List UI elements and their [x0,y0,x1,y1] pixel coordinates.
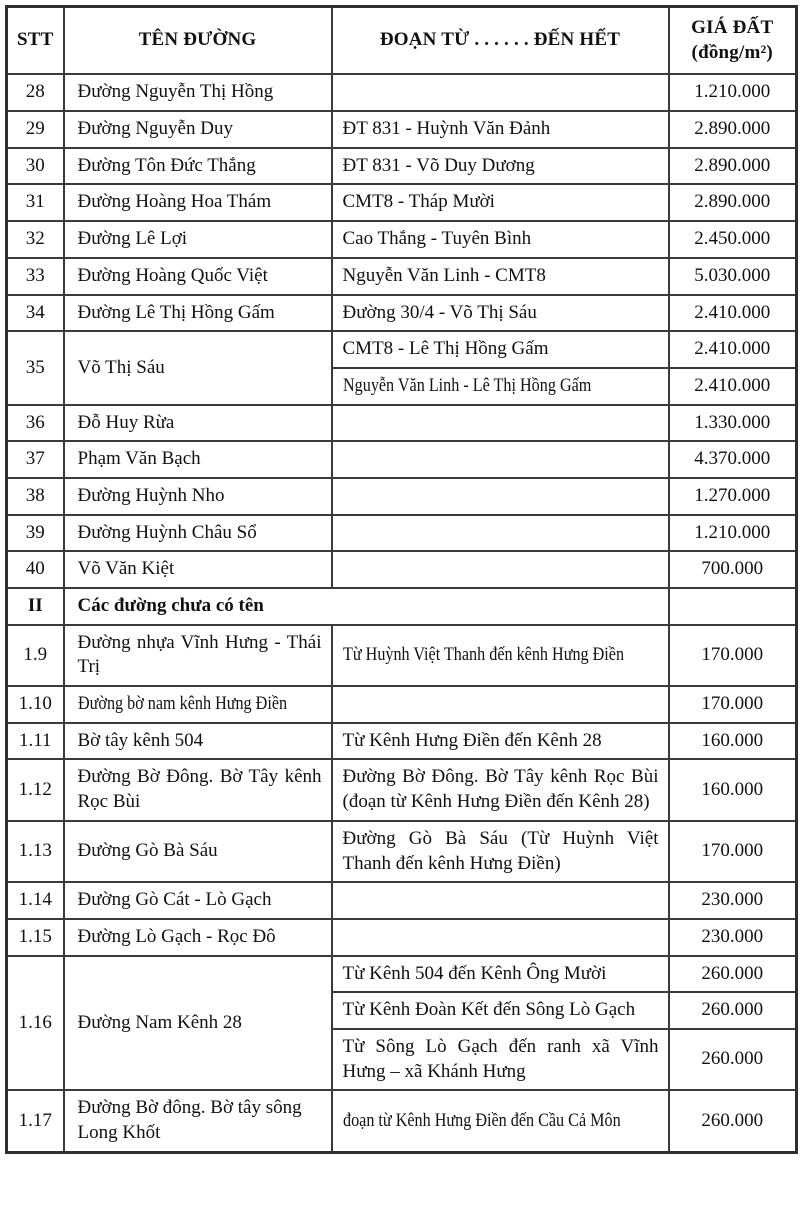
table-row [7,184,797,221]
street-name-cell: Võ Văn Kiệt [64,551,332,588]
street-name-cell: Phạm Văn Bạch [64,441,332,478]
stt-cell: 36 [7,405,64,442]
price-cell: 2.410.000 [669,331,797,368]
table-body [7,74,797,1152]
segment-cell [332,625,669,686]
table-row [7,478,797,515]
segment-cell: Đường Gò Bà Sáu (Từ Huỳnh Việt Thanh đến kênh Hưng Điền) [332,821,669,882]
price-cell: 2.890.000 [669,111,797,148]
table-header [7,7,797,75]
segment-cell: CMT8 - Tháp Mười [332,184,669,221]
table-row [7,148,797,185]
price-cell: 230.000 [669,919,797,956]
price-cell: 160.000 [669,759,797,820]
street-name-cell: Võ Thị Sáu [64,331,332,404]
stt-cell: 38 [7,478,64,515]
segment-cell [332,919,669,956]
segment-text: đoạn từ Kênh Hưng Điền đến Cầu Cả Môn [342,1109,621,1131]
table-row [7,331,797,368]
price-cell: 2.890.000 [669,148,797,185]
stt-cell: 37 [7,441,64,478]
stt-cell: 34 [7,295,64,332]
segment-cell [332,882,669,919]
table-row [7,111,797,148]
street-name-cell: Đường Gò Bà Sáu [64,821,332,882]
street-name-cell: Đường Lê Lợi [64,221,332,258]
stt-cell: 1.11 [7,723,64,760]
price-cell: 2.450.000 [669,221,797,258]
price-cell: 5.030.000 [669,258,797,295]
street-name-cell: Đường Bờ đông. Bờ tây sông Long Khốt [64,1090,332,1152]
stt-cell: 33 [7,258,64,295]
table-row [7,551,797,588]
segment-cell: Đường 30/4 - Võ Thị Sáu [332,295,669,332]
price-cell: 260.000 [669,1029,797,1090]
stt-cell: 1.12 [7,759,64,820]
header-price-unit: (đồng/m²) [691,41,773,63]
table-row [7,221,797,258]
table-row [7,515,797,552]
price-cell: 1.210.000 [669,74,797,111]
price-cell: 1.270.000 [669,478,797,515]
table-row [7,919,797,956]
segment-text: Từ Huỳnh Việt Thanh đến kênh Hưng Điền [342,644,624,666]
price-cell: 2.410.000 [669,368,797,405]
street-name-cell: Đường nhựa Vĩnh Hưng - Thái Trị [64,625,332,686]
street-name-cell: Đường Hoàng Quốc Việt [64,258,332,295]
stt-cell: 1.14 [7,882,64,919]
table-row [7,759,797,820]
table-row [7,723,797,760]
table-row [7,625,797,686]
segment-cell: Từ Kênh Hưng Điền đến Kênh 28 [332,723,669,760]
street-name-cell: Đường Nguyễn Thị Hồng [64,74,332,111]
street-name-cell: Đường Lò Gạch - Rọc Đô [64,919,332,956]
table-row [7,405,797,442]
street-name-cell: Đường Huỳnh Nho [64,478,332,515]
street-name-cell: Đường Nguyễn Duy [64,111,332,148]
stt-cell: 28 [7,74,64,111]
segment-cell [332,368,669,405]
price-cell: 160.000 [669,723,797,760]
segment-text: Nguyễn Văn Linh - Lê Thị Hồng Gấm [342,374,591,396]
stt-cell: II [7,588,64,625]
price-cell: 170.000 [669,686,797,723]
price-cell: 700.000 [669,551,797,588]
table-row [7,1090,797,1152]
price-cell: 170.000 [669,821,797,882]
table-row [7,295,797,332]
street-name-cell: Đường Tôn Đức Thắng [64,148,332,185]
table-row [7,74,797,111]
street-name-text: Đường bờ nam kênh Hưng Điền [77,693,287,715]
street-name-cell: Đường Gò Cát - Lò Gạch [64,882,332,919]
header-cell-stt: STT [7,7,64,75]
header-cell-street-name: TÊN ĐƯỜNG [64,7,332,75]
segment-cell [332,515,669,552]
stt-cell: 32 [7,221,64,258]
table-row [7,956,797,993]
table-row [7,882,797,919]
street-name-cell [64,686,332,723]
segment-cell [332,441,669,478]
header-cell-segment: ĐOẠN TỪ . . . . . . ĐẾN HẾT [332,7,669,75]
price-cell: 4.370.000 [669,441,797,478]
header-row [7,7,797,75]
price-cell: 230.000 [669,882,797,919]
table-row [7,441,797,478]
segment-cell: ĐT 831 - Huỳnh Văn Đảnh [332,111,669,148]
segment-cell [332,551,669,588]
table-row [7,686,797,723]
street-name-cell: Bờ tây kênh 504 [64,723,332,760]
street-name-cell: Đường Bờ Đông. Bờ Tây kênh Rọc Bùi [64,759,332,820]
header-price-label: GIÁ ĐẤT [691,17,774,38]
segment-cell [332,405,669,442]
stt-cell: 35 [7,331,64,404]
stt-cell: 31 [7,184,64,221]
segment-cell: Từ Kênh Đoàn Kết đến Sông Lò Gạch [332,992,669,1029]
segment-cell: Từ Kênh 504 đến Kênh Ông Mười [332,956,669,993]
price-cell: 2.890.000 [669,184,797,221]
price-cell: 1.330.000 [669,405,797,442]
stt-cell: 1.9 [7,625,64,686]
stt-cell: 39 [7,515,64,552]
segment-cell: CMT8 - Lê Thị Hồng Gấm [332,331,669,368]
table-row [7,588,797,625]
stt-cell: 1.16 [7,956,64,1091]
segment-cell: Cao Thắng - Tuyên Bình [332,221,669,258]
stt-cell: 30 [7,148,64,185]
price-cell [669,588,797,625]
stt-cell: 1.10 [7,686,64,723]
price-cell: 2.410.000 [669,295,797,332]
street-name-cell: Các đường chưa có tên [64,588,669,625]
segment-cell [332,686,669,723]
land-price-table [5,5,798,1154]
segment-cell: Từ Sông Lò Gạch đến ranh xã Vĩnh Hưng – xã Khánh Hưng [332,1029,669,1090]
street-name-cell: Đỗ Huy Rừa [64,405,332,442]
price-cell: 1.210.000 [669,515,797,552]
segment-cell [332,478,669,515]
price-cell: 260.000 [669,992,797,1029]
street-name-cell: Đường Huỳnh Châu Sổ [64,515,332,552]
segment-cell: Nguyễn Văn Linh - CMT8 [332,258,669,295]
price-cell: 260.000 [669,956,797,993]
segment-cell [332,74,669,111]
header-cell-price [669,7,797,75]
segment-cell: ĐT 831 - Võ Duy Dương [332,148,669,185]
price-cell: 170.000 [669,625,797,686]
segment-cell: Đường Bờ Đông. Bờ Tây kênh Rọc Bùi (đoạn từ Kênh Hưng Điền đến Kênh 28) [332,759,669,820]
price-cell: 260.000 [669,1090,797,1152]
street-name-cell: Đường Lê Thị Hồng Gấm [64,295,332,332]
street-name-cell: Đường Hoàng Hoa Thám [64,184,332,221]
table-row [7,821,797,882]
table-row [7,258,797,295]
stt-cell: 40 [7,551,64,588]
stt-cell: 1.15 [7,919,64,956]
stt-cell: 1.13 [7,821,64,882]
stt-cell: 29 [7,111,64,148]
stt-cell: 1.17 [7,1090,64,1152]
segment-cell [332,1090,669,1152]
street-name-cell: Đường Nam Kênh 28 [64,956,332,1091]
